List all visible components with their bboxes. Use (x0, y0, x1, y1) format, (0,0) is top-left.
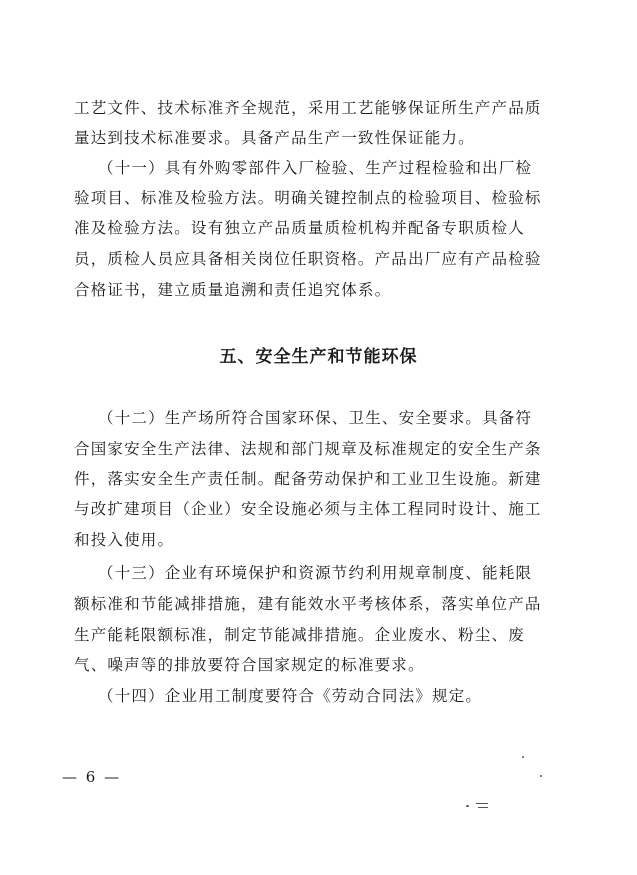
paragraph-line: 合国家安全生产法律、法规和部门规章及标准规定的安全生产条 (74, 440, 542, 458)
scan-speck (476, 803, 488, 804)
paragraph-line: 验项目、标准及检验方法。明确关键控制点的检验项目、检验标 (74, 189, 542, 207)
paragraph-line: 气、噪声等的排放要符合国家规定的标准要求。 (74, 656, 425, 674)
paragraph-line: 额标准和节能减排措施，建有能效水平考核体系，落实单位产品 (74, 595, 542, 613)
paragraph-line: 件，落实安全生产责任制。配备劳动保护和工业卫生设施。新建 (74, 470, 542, 488)
scan-speck (540, 775, 542, 777)
paragraph-line: （十四）企业用工制度要符合《劳动合同法》规定。 (98, 687, 483, 705)
page-number: — 6 — (62, 768, 122, 786)
scan-speck (478, 807, 488, 808)
paragraph-line: 生产能耗限额标准，制定节能减排措施。企业废水、粉尘、废 (74, 626, 525, 644)
paragraph-line: （十三）企业有环境保护和资源节约利用规章制度、能耗限 (98, 564, 533, 582)
paragraph-line: 和投入使用。 (74, 531, 175, 549)
scan-speck (522, 756, 524, 758)
paragraph-line: 员，质检人员应具备相关岗位任职资格。产品出厂应有产品检验 (74, 250, 542, 268)
paragraph-line: 与改扩建项目（企业）安全设施必须与主体工程同时设计、施工 (74, 500, 542, 518)
paragraph-line: 工艺文件、技术标准齐全规范，采用工艺能够保证所生产产品质 (74, 99, 542, 117)
section-heading: 五、安全生产和节能环保 (219, 347, 418, 367)
scan-speck (466, 805, 469, 807)
paragraph-line: （十一）具有外购零部件入厂检验、生产过程检验和出厂检 (98, 159, 533, 177)
paragraph-line: 合格证书，建立质量追溯和责任追究体系。 (74, 281, 392, 299)
paragraph-line: 量达到技术标准要求。具备产品生产一致性保证能力。 (74, 129, 475, 147)
paragraph-line: （十二）生产场所符合国家环保、卫生、安全要求。具备符 (98, 409, 533, 427)
paragraph-line: 准及检验方法。设有独立产品质量质检机构并配备专职质检人 (74, 219, 525, 237)
